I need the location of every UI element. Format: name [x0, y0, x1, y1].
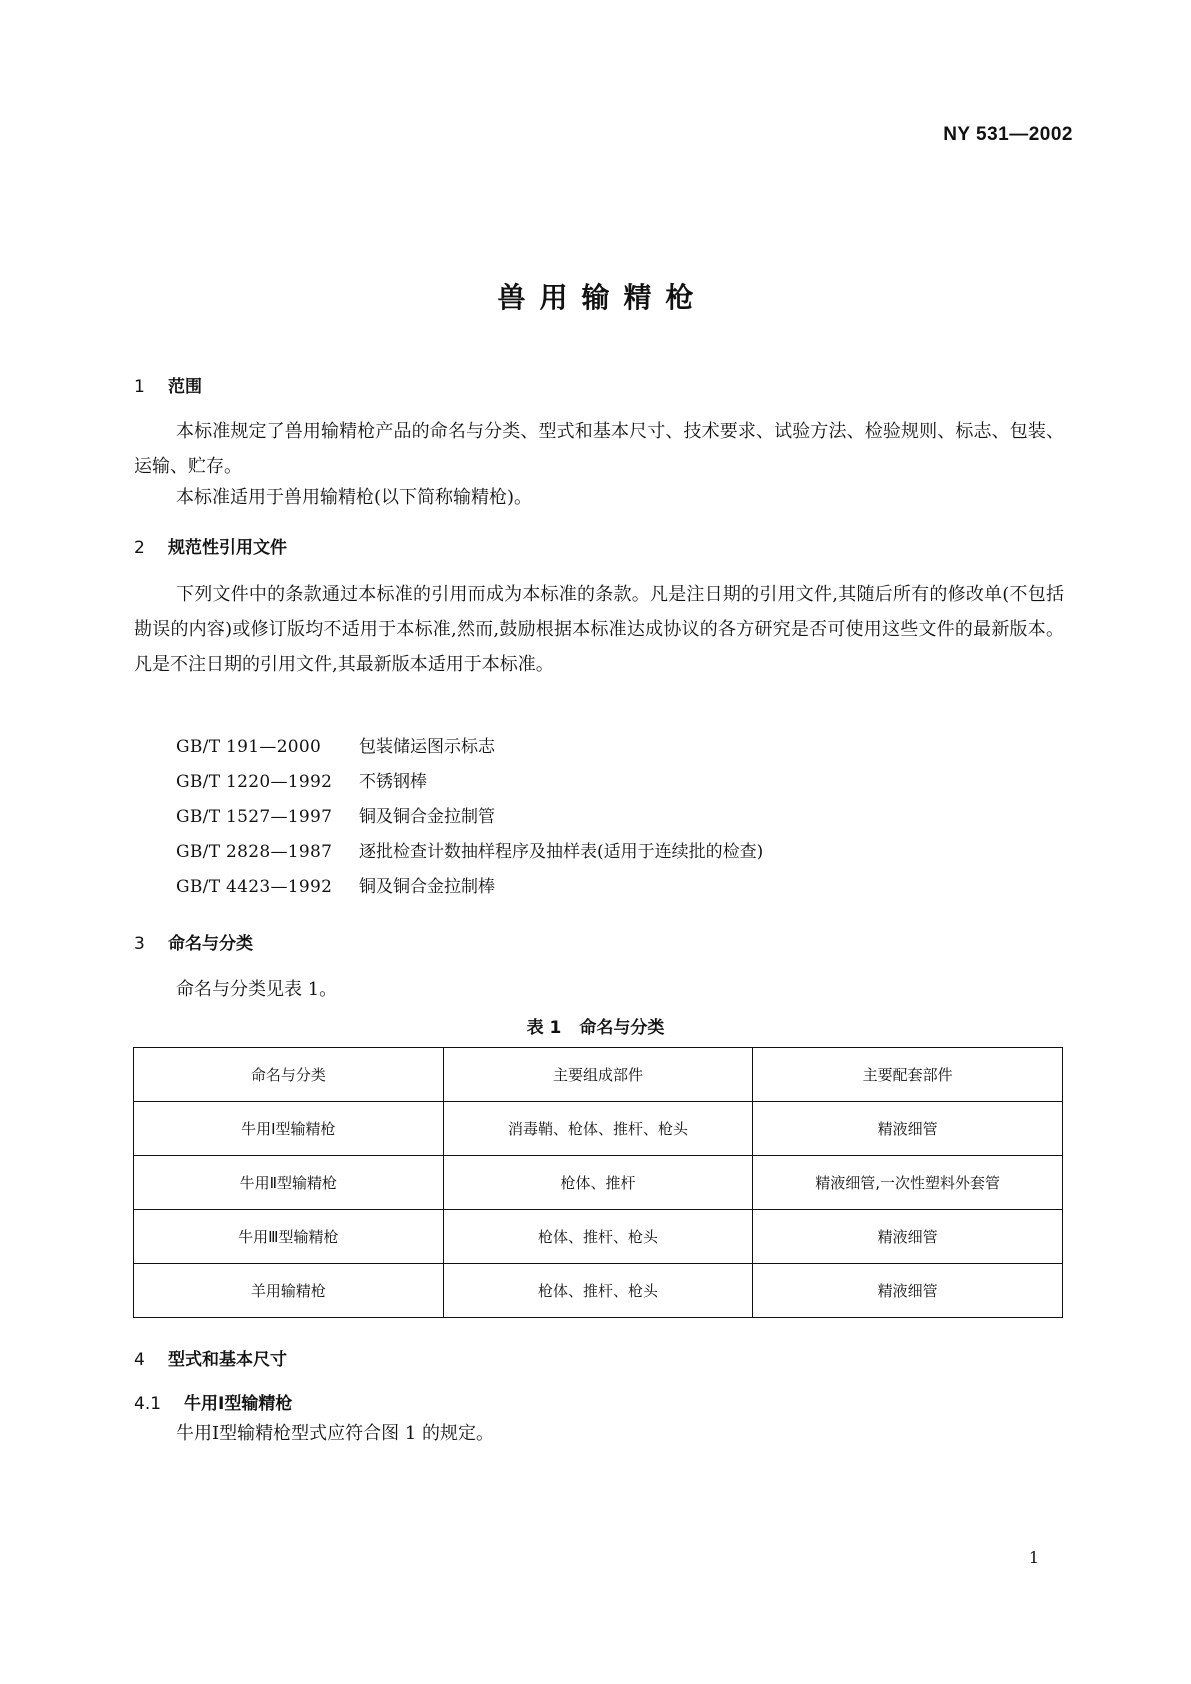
section-title: 型式和基本尺寸: [168, 1350, 287, 1370]
reference-item: [176, 765, 763, 800]
table-row: [134, 1264, 1063, 1318]
table-cell: 牛用Ⅱ型输精枪: [134, 1156, 444, 1210]
reference-code: GB/T 1527—1997: [176, 807, 333, 827]
section-title: 范围: [168, 377, 202, 397]
section-1-paragraph-1: 本标准规定了兽用输精枪产品的命名与分类、型式和基本尺寸、技术要求、试验方法、检验规则、标志、包装、运输、贮存。: [134, 421, 1064, 477]
normative-reference-list: [176, 730, 763, 905]
table-cell: 精液细管: [753, 1210, 1063, 1264]
section-number: 4: [134, 1350, 145, 1370]
table-cell: 枪体、推杆、枪头: [443, 1210, 753, 1264]
reference-item: [176, 730, 763, 765]
reference-code: GB/T 1220—1992: [176, 772, 333, 792]
table-row: [134, 1210, 1063, 1264]
column-header: 主要组成部件: [443, 1048, 753, 1102]
section-3-paragraph: 命名与分类见表 1。: [176, 979, 338, 1000]
reference-title: 包装储运图示标志: [359, 737, 495, 757]
table-caption-title: 命名与分类: [579, 1018, 665, 1038]
section-number: 4.1: [134, 1394, 162, 1414]
section-3-heading: [134, 929, 253, 954]
reference-item: [176, 800, 763, 835]
section-1-heading: [134, 372, 202, 397]
reference-title: 铜及铜合金拉制棒: [359, 877, 495, 897]
table-cell: 羊用输精枪: [134, 1264, 444, 1318]
section-2-heading: [134, 533, 287, 558]
section-number: 3: [134, 934, 145, 954]
table-cell: 精液细管: [753, 1264, 1063, 1318]
table-caption: [0, 1013, 1191, 1038]
table-header-row: [134, 1048, 1063, 1102]
reference-item: [176, 870, 763, 905]
table-cell: 牛用Ⅰ型输精枪: [134, 1102, 444, 1156]
table-cell: 消毒鞘、枪体、推杆、枪头: [443, 1102, 753, 1156]
section-2-paragraph: 下列文件中的条款通过本标准的引用而成为本标准的条款。凡是注日期的引用文件,其随后所有的修改单(不包括勘误的内容)或修订版均不适用于本标准,然而,鼓励根据本标准达成协议的各方研究是否可使用这些文件的最新版本。凡是不注日期的引用文件,其最新版本适用于本标准。: [134, 584, 1064, 675]
table-cell: 牛用Ⅲ型输精枪: [134, 1210, 444, 1264]
standard-code: NY 531—2002: [943, 124, 1073, 145]
table-row: [134, 1156, 1063, 1210]
section-number: 1: [134, 377, 145, 397]
section-title: 牛用Ⅰ型输精枪: [184, 1394, 293, 1414]
section-title: 命名与分类: [168, 934, 253, 954]
document-title: 兽用输精枪: [497, 281, 708, 314]
section-4-heading: [134, 1345, 287, 1370]
column-header: 主要配套部件: [753, 1048, 1063, 1102]
table-cell: 精液细管,一次性塑料外套管: [753, 1156, 1063, 1210]
section-4-1-heading: [134, 1389, 292, 1414]
table-row: [134, 1102, 1063, 1156]
section-1-paragraph-2: 本标准适用于兽用输精枪(以下简称输精枪)。: [176, 487, 533, 508]
reference-title: 逐批检查计数抽样程序及抽样表(适用于连续批的检查): [359, 842, 764, 862]
reference-title: 不锈钢棒: [359, 772, 427, 792]
reference-code: GB/T 2828—1987: [176, 842, 333, 862]
section-number: 2: [134, 538, 145, 558]
table-cell: 精液细管: [753, 1102, 1063, 1156]
table-cell: 枪体、推杆、枪头: [443, 1264, 753, 1318]
section-4-1-paragraph: 牛用Ⅰ型输精枪型式应符合图 1 的规定。: [176, 1423, 495, 1444]
reference-code: GB/T 191—2000: [176, 737, 322, 757]
column-header: 命名与分类: [134, 1048, 444, 1102]
reference-code: GB/T 4423—1992: [176, 877, 333, 897]
reference-item: [176, 835, 763, 870]
section-title: 规范性引用文件: [168, 538, 287, 558]
table-cell: 枪体、推杆: [443, 1156, 753, 1210]
reference-title: 铜及铜合金拉制管: [359, 807, 495, 827]
table-caption-number: 表 1: [526, 1018, 562, 1038]
naming-classification-table: [133, 1047, 1063, 1318]
page-number: 1: [1028, 1548, 1039, 1567]
